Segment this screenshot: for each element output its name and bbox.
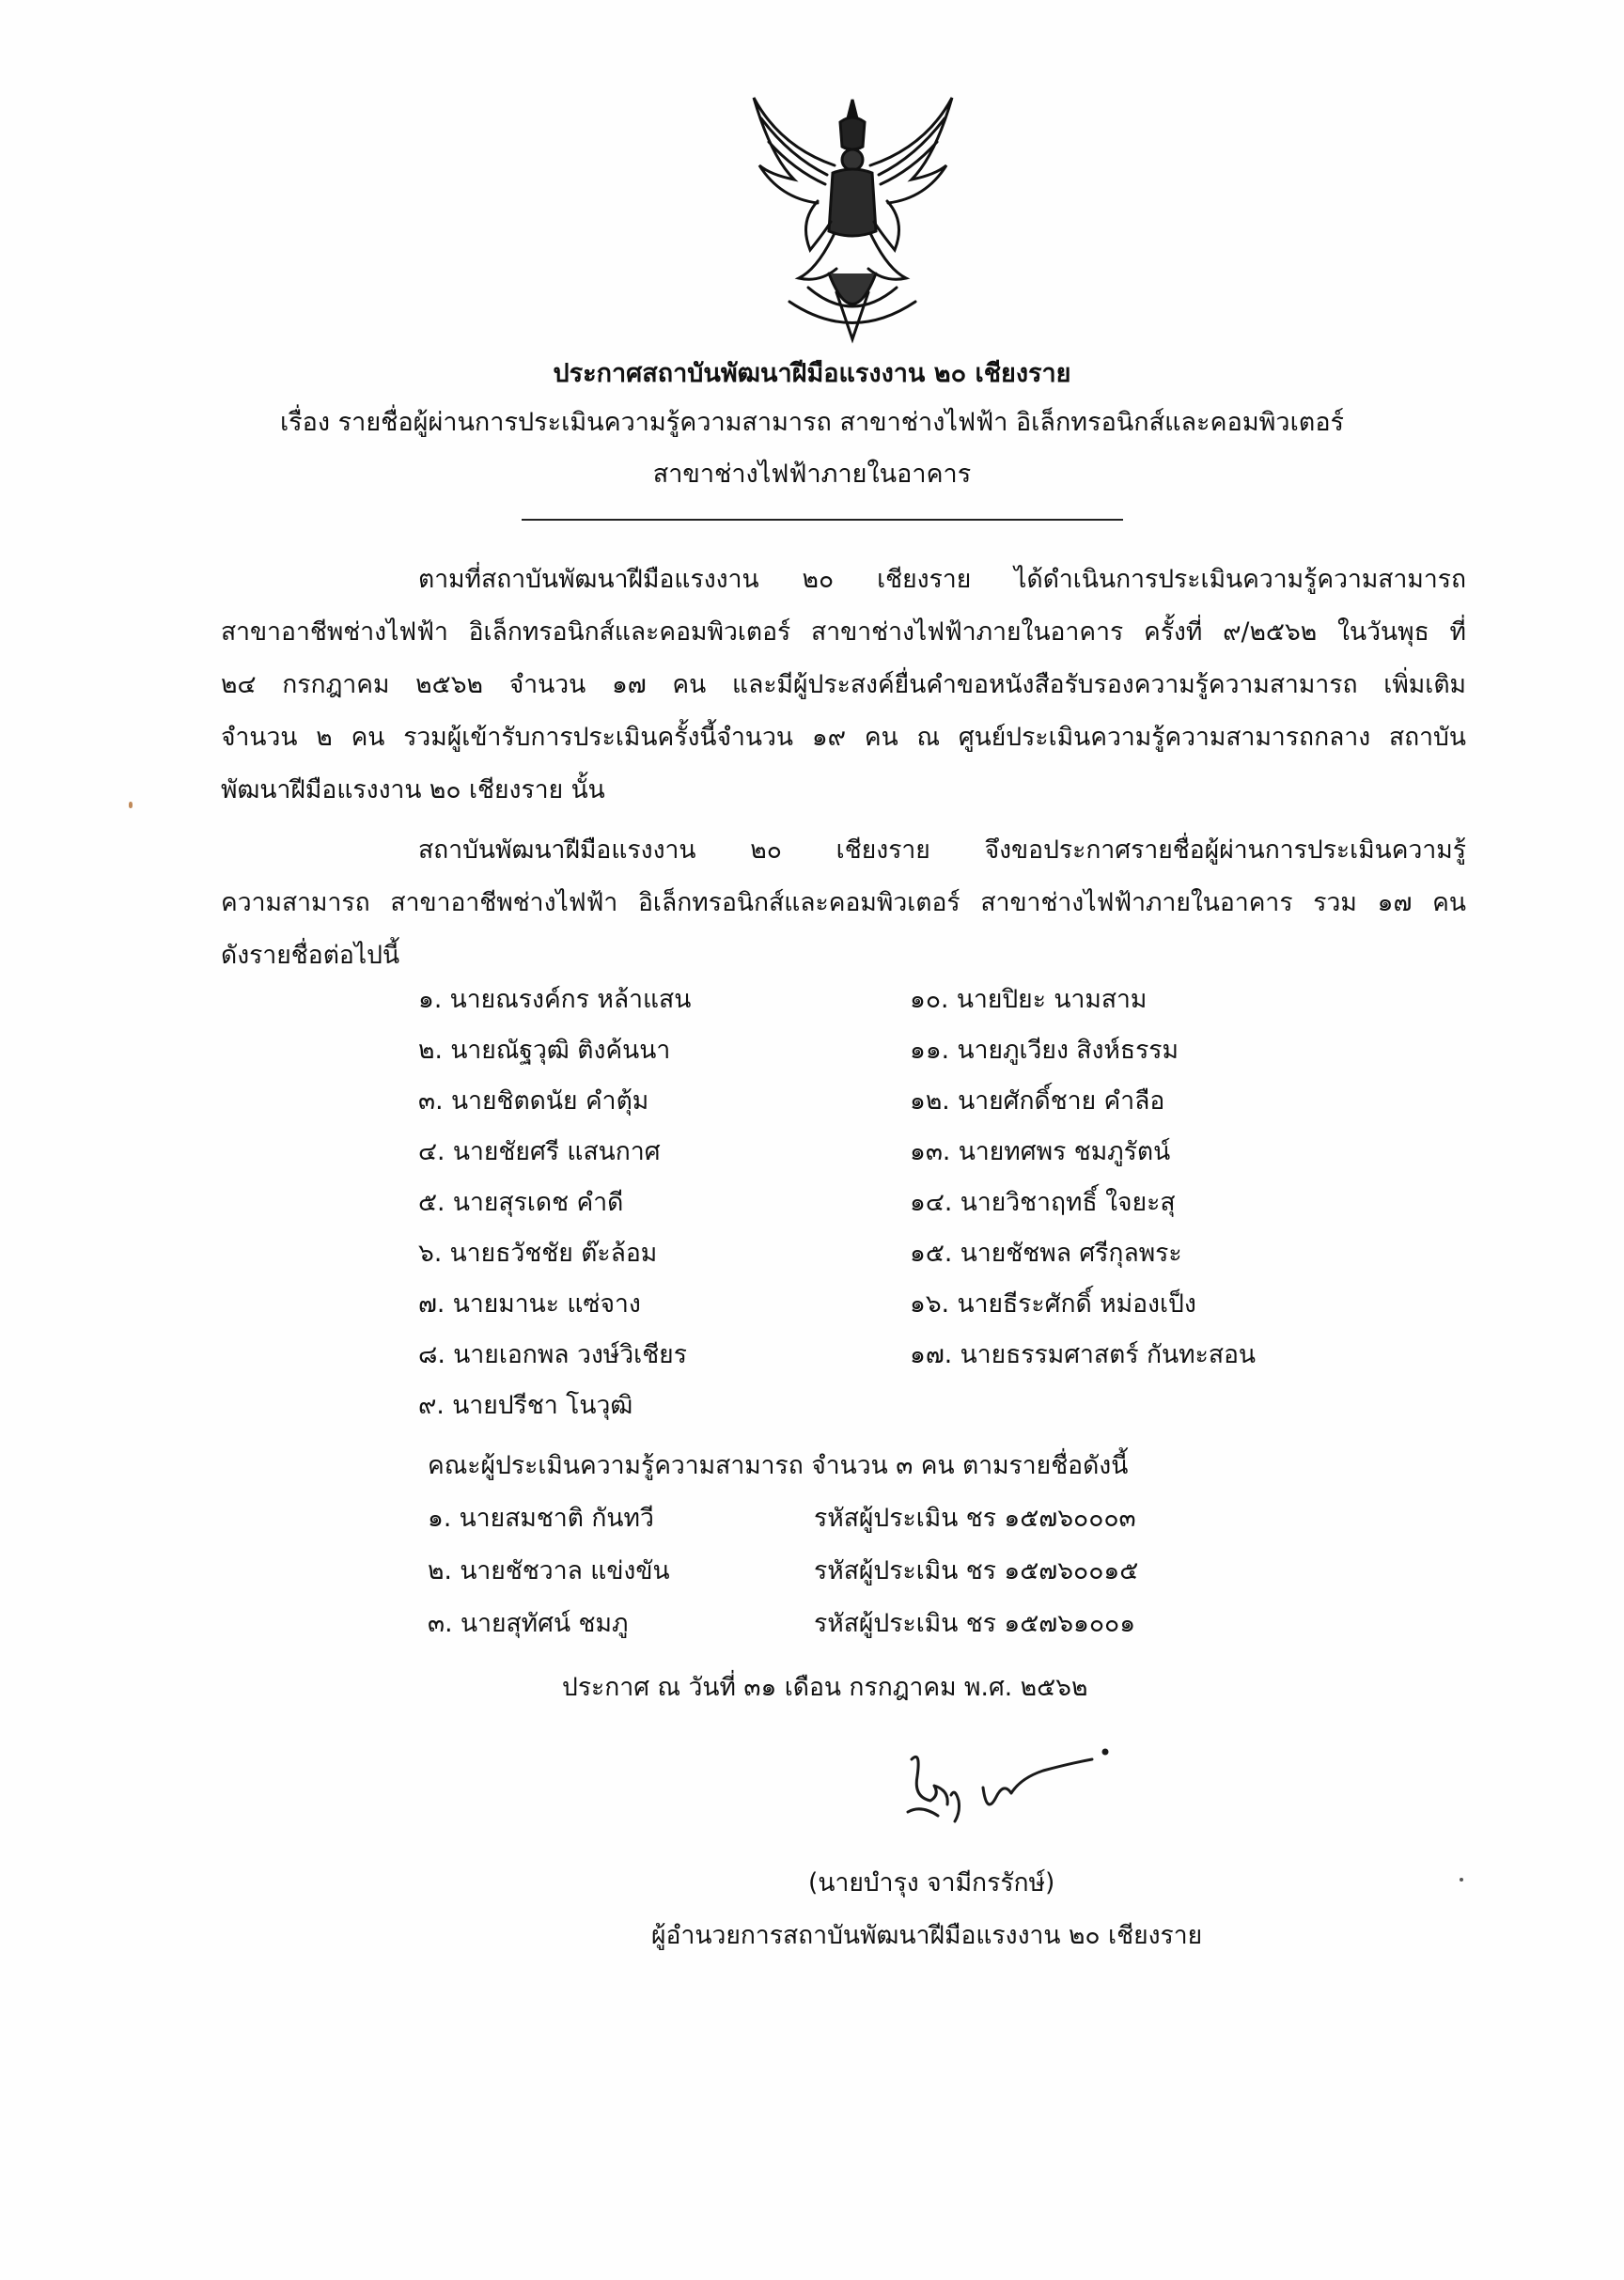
title-divider	[522, 519, 1123, 521]
list-item: ๑๔. นายวิชาฤทธิ์ ใจยะสุ	[910, 1188, 1176, 1217]
list-item: ๘. นายเอกพล วงษ์วิเชียร	[418, 1340, 687, 1369]
announcement-title: ประกาศสถาบันพัฒนาฝีมือแรงงาน ๒๐ เชียงราย	[553, 359, 1071, 388]
list-item: ๑๗. นายธรรมศาสตร์ กันทะสอน	[910, 1340, 1257, 1369]
signatory-name: (นายบำรุง จามีกรรักษ์)	[808, 1868, 1055, 1897]
subject-line-2: สาขาช่างไฟฟ้าภายในอาคาร	[652, 460, 972, 489]
list-item: ๑๖. นายธีระศักดิ์ หม่องเป็ง	[910, 1289, 1196, 1319]
assessor-name: ๑. นายสมชาติ กันทวี	[428, 1504, 654, 1533]
assessor-name: ๓. นายสุทัศน์ ชมภู	[428, 1609, 629, 1638]
list-item: ๙. นายปรีชา โนวุฒิ	[418, 1391, 633, 1420]
list-item: ๕. นายสุรเดช คำดี	[418, 1188, 624, 1217]
list-item: ๒. นายณัฐวุฒิ ติงค้นนา	[418, 1036, 671, 1065]
garuda-emblem-icon	[742, 90, 963, 344]
list-item: ๑๐. นายปิยะ นามสาม	[910, 985, 1148, 1014]
list-item: ๑. นายณรงค์กร หล้าแสน	[418, 985, 692, 1014]
paragraph-2-line: ความสามารถ สาขาอาชีพช่างไฟฟ้า อิเล็กทรอนิกส์และคอมพิวเตอร์ สาขาช่างไฟฟ้าภายในอาคาร รวม ๑๗ คน	[221, 888, 1466, 917]
assessor-code: รหัสผู้ประเมิน ชร ๑๕๗๖๐๐๑๕	[814, 1556, 1139, 1585]
signatory-position: ผู้อำนวยการสถาบันพัฒนาฝีมือแรงงาน ๒๐ เชียงราย	[651, 1921, 1203, 1950]
paragraph-2-line: ดังรายชื่อต่อไปนี้	[221, 941, 400, 970]
list-item: ๑๕. นายชัชพล ศรีกุลพระ	[910, 1239, 1182, 1268]
list-item: ๖. นายธวัชชัย ต๊ะล้อม	[418, 1239, 658, 1268]
paragraph-1-line: สาขาอาชีพช่างไฟฟ้า อิเล็กทรอนิกส์และคอมพิวเตอร์ สาขาช่างไฟฟ้าภายในอาคาร ครั้งที่ ๙/๒๕๖๒ ในวันพุธ ที่	[221, 617, 1466, 647]
list-item: ๑๑. นายภูเวียง สิงห์ธรรม	[910, 1036, 1179, 1065]
speck-mark	[1460, 1878, 1463, 1882]
assessors-heading: คณะผู้ประเมินความรู้ความสามารถ จำนวน ๓ คน ตามรายชื่อดังนี้	[428, 1451, 1129, 1480]
assessor-code: รหัสผู้ประเมิน ชร ๑๕๗๖๑๐๐๑	[814, 1609, 1136, 1638]
paragraph-1-line: ๒๔ กรกฎาคม ๒๕๖๒ จำนวน ๑๗ คน และมีผู้ประสงค์ยื่นคำขอหนังสือรับรองความรู้ความสามารถ เพิ่มเติม	[221, 670, 1466, 699]
list-item: ๔. นายชัยศรี แสนกาศ	[418, 1137, 661, 1166]
paragraph-2-line: สถาบันพัฒนาฝีมือแรงงาน ๒๐ เชียงราย จึงขอประกาศรายชื่อผู้ผ่านการประเมินความรู้	[418, 835, 1466, 865]
subject-line-1: เรื่อง รายชื่อผู้ผ่านการประเมินความรู้ความสามารถ สาขาช่างไฟฟ้า อิเล็กทรอนิกส์และคอมพิวเตอร์	[279, 408, 1345, 437]
signature-icon	[893, 1739, 1118, 1842]
list-item: ๓. นายชิตดนัย คำตุ้ม	[418, 1086, 649, 1116]
announcement-date: ประกาศ ณ วันที่ ๓๑ เดือน กรกฎาคม พ.ศ. ๒๕๖๒	[562, 1673, 1088, 1702]
paragraph-1-line: ตามที่สถาบันพัฒนาฝีมือแรงงาน ๒๐ เชียงราย ได้ดำเนินการประเมินความรู้ความสามารถ	[418, 565, 1466, 594]
assessor-name: ๒. นายชัชวาล แข่งขัน	[428, 1556, 670, 1585]
paragraph-1-line: จำนวน ๒ คน รวมผู้เข้ารับการประเมินครั้งนี้จำนวน ๑๙ คน ณ ศูนย์ประเมินความรู้ความสามารถกลาง สถาบัน	[221, 723, 1466, 752]
list-item: ๑๒. นายศักดิ์ชาย คำลือ	[910, 1086, 1165, 1116]
assessor-code: รหัสผู้ประเมิน ชร ๑๕๗๖๐๐๐๓	[814, 1504, 1136, 1533]
paragraph-1-line: พัฒนาฝีมือแรงงาน ๒๐ เชียงราย นั้น	[221, 775, 605, 804]
speck-mark	[129, 802, 133, 808]
list-item: ๑๓. นายทศพร ชมภูรัตน์	[910, 1137, 1171, 1166]
list-item: ๗. นายมานะ แซ่จาง	[418, 1289, 641, 1319]
